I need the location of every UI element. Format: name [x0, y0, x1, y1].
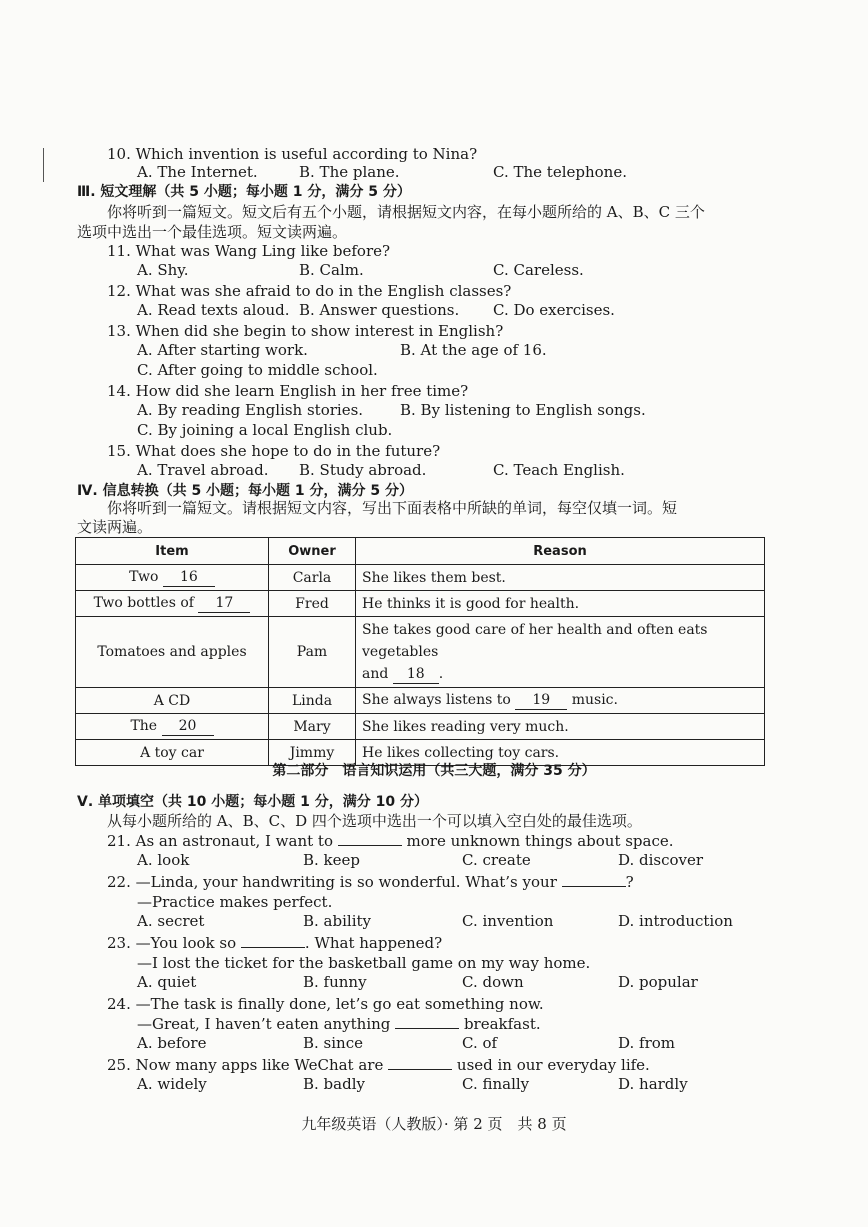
q10-option-a: A. The Internet. — [137, 163, 258, 181]
table-row — [76, 617, 765, 688]
q11-stem: 11. What was Wang Ling like before? — [107, 242, 391, 260]
q13-option-b: B. At the age of 16. — [400, 341, 547, 359]
section-3-instruction-1: 你将听到一篇短文。短文后有五个小题，请根据短文内容，在每小题所给的 A、B、C 三个 — [107, 203, 705, 221]
reason-cell: He thinks it is good for health. — [356, 591, 765, 617]
table-row — [76, 591, 765, 617]
reason-cell: He likes collecting toy cars. — [356, 740, 765, 766]
table-header-row — [76, 538, 765, 565]
q12-option-c: C. Do exercises. — [493, 301, 615, 319]
q15-option-b: B. Study abroad. — [299, 461, 427, 479]
q24-stem: 24. —The task is finally done, let’s go eat something now. — [107, 995, 544, 1013]
owner-cell: Mary — [269, 714, 356, 740]
q24-option-c: C. of — [462, 1034, 498, 1052]
q14-option-a: A. By reading English stories. — [137, 401, 364, 419]
section-5-title: Ⅴ. 单项填空（共 10 小题；每小题 1 分，满分 10 分） — [77, 794, 428, 810]
section-4-instruction-2: 文读两遍。 — [77, 518, 153, 536]
answer-blank-18: 18 — [393, 665, 439, 684]
q22-option-b: B. ability — [303, 912, 371, 930]
header-owner: Owner — [269, 538, 356, 565]
section-3-title: Ⅲ. 短文理解（共 5 小题；每小题 1 分，满分 5 分） — [77, 184, 411, 200]
owner-cell: Fred — [269, 591, 356, 617]
page-footer: 九年级英语（人教版）· 第 2 页 共 8 页 — [301, 1115, 567, 1133]
reason-cell: She likes them best. — [356, 565, 765, 591]
reason-cell: She takes good care of her health and often eats vegetables and 18 . — [356, 617, 765, 688]
q10-stem: 10. Which invention is useful according to Nina? — [107, 145, 478, 163]
q24-option-d: D. from — [618, 1034, 676, 1052]
q22-stem: 22. —Linda, your handwriting is so wonderful. What’s your ? — [107, 873, 634, 891]
q12-option-b: B. Answer questions. — [299, 301, 460, 319]
reason-cell: She likes reading very much. — [356, 714, 765, 740]
q10-option-b: B. The plane. — [299, 163, 400, 181]
q25-blank — [388, 1069, 452, 1070]
information-table — [75, 537, 765, 766]
item-cell: Tomatoes and apples — [76, 617, 269, 688]
q23-blank — [241, 947, 305, 948]
q24-option-b: B. since — [303, 1034, 363, 1052]
q21-option-d: D. discover — [618, 851, 704, 869]
table-row — [76, 565, 765, 591]
q15-option-c: C. Teach English. — [493, 461, 625, 479]
q15-option-a: A. Travel abroad. — [137, 461, 269, 479]
section-4-instruction-1: 你将听到一篇短文。请根据短文内容，写出下面表格中所缺的单词，每空仅填一词。短 — [107, 499, 678, 517]
section-3-instruction-2: 选项中选出一个最佳选项。短文读两遍。 — [77, 223, 348, 241]
q21-option-b: B. keep — [303, 851, 361, 869]
section-4-title: Ⅳ. 信息转换（共 5 小题；每小题 1 分，满分 5 分） — [77, 483, 414, 499]
margin-mark — [43, 148, 44, 182]
q15-stem: 15. What does she hope to do in the future? — [107, 442, 441, 460]
q25-option-b: B. badly — [303, 1075, 365, 1093]
q22-option-d: D. introduction — [618, 912, 733, 930]
owner-cell: Jimmy — [269, 740, 356, 766]
q24-reply: —Great, I haven’t eaten anything breakfast. — [137, 1015, 541, 1033]
q23-option-c: C. down — [462, 973, 524, 991]
q23-option-a: A. quiet — [137, 973, 197, 991]
answer-blank-20: 20 — [162, 717, 214, 736]
q21-blank — [338, 845, 402, 846]
q13-stem: 13. When did she begin to show interest in English? — [107, 322, 504, 340]
q23-option-d: D. popular — [618, 973, 698, 991]
header-reason: Reason — [356, 538, 765, 565]
q12-option-a: A. Read texts aloud. — [137, 301, 290, 319]
part-2-title: 第二部分 语言知识运用（共三大题，满分 35 分） — [272, 763, 596, 779]
q23-option-b: B. funny — [303, 973, 367, 991]
q13-option-a: A. After starting work. — [137, 341, 308, 359]
header-item: Item — [76, 538, 269, 565]
item-cell: A toy car — [76, 740, 269, 766]
q22-option-a: A. secret — [137, 912, 205, 930]
answer-blank-19: 19 — [515, 691, 567, 710]
q14-option-c: C. By joining a local English club. — [137, 421, 393, 439]
q25-option-a: A. widely — [137, 1075, 207, 1093]
table-row — [76, 688, 765, 714]
q22-reply: —Practice makes perfect. — [137, 893, 333, 911]
answer-blank-16: 16 — [163, 568, 215, 587]
item-cell: Two 16 — [76, 565, 269, 591]
q22-option-c: C. invention — [462, 912, 554, 930]
q21-option-c: C. create — [462, 851, 531, 869]
q12-stem: 12. What was she afraid to do in the English classes? — [107, 282, 512, 300]
q11-option-a: A. Shy. — [137, 261, 189, 279]
q24-blank — [395, 1028, 459, 1029]
section-5-instruction: 从每小题所给的 A、B、C、D 四个选项中选出一个可以填入空白处的最佳选项。 — [107, 812, 642, 830]
q13-option-c: C. After going to middle school. — [137, 361, 378, 379]
answer-blank-17: 17 — [198, 594, 250, 613]
q23-stem: 23. —You look so . What happened? — [107, 934, 443, 952]
q23-reply: —I lost the ticket for the basketball game on my way home. — [137, 954, 591, 972]
table-row — [76, 714, 765, 740]
owner-cell: Carla — [269, 565, 356, 591]
owner-cell: Pam — [269, 617, 356, 688]
q22-blank — [562, 886, 626, 887]
q25-option-c: C. finally — [462, 1075, 530, 1093]
q11-option-b: B. Calm. — [299, 261, 364, 279]
q25-option-d: D. hardly — [618, 1075, 688, 1093]
reason-cell: She always listens to 19 music. — [356, 688, 765, 714]
q11-option-c: C. Careless. — [493, 261, 584, 279]
q14-option-b: B. By listening to English songs. — [400, 401, 646, 419]
q14-stem: 14. How did she learn English in her free time? — [107, 382, 469, 400]
owner-cell: Linda — [269, 688, 356, 714]
item-cell: Two bottles of 17 — [76, 591, 269, 617]
q25-stem: 25. Now many apps like WeChat are used in our everyday life. — [107, 1056, 650, 1074]
item-cell: A CD — [76, 688, 269, 714]
q21-stem: 21. As an astronaut, I want to more unknown things about space. — [107, 832, 674, 850]
q10-option-c: C. The telephone. — [493, 163, 627, 181]
item-cell: The 20 — [76, 714, 269, 740]
q21-option-a: A. look — [137, 851, 190, 869]
q24-option-a: A. before — [137, 1034, 207, 1052]
